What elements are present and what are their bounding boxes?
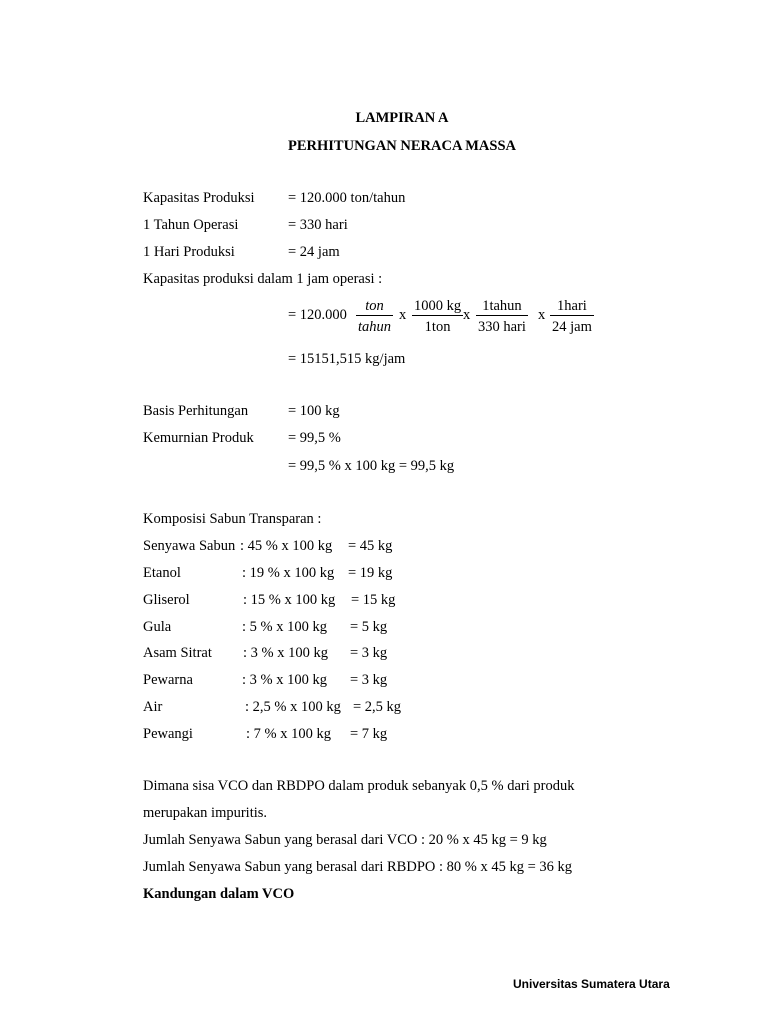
composition-row-label: Air [143, 699, 163, 715]
page-subtitle: PERHITUNGAN NERACA MASSA [288, 138, 516, 154]
composition-row-expression: : 3 % x 100 kg [243, 645, 328, 661]
page-title: LAMPIRAN A [355, 110, 449, 126]
composition-row-expression: : 3 % x 100 kg [242, 672, 327, 688]
production-day-label: 1 Hari Produksi [143, 244, 235, 260]
rbdpo-soap-amount: Jumlah Senyawa Sabun yang berasal dari RBDPO : 80 % x 45 kg = 36 kg [143, 859, 573, 875]
composition-row-label: Asam Sitrat [143, 645, 212, 661]
composition-row-result: = 15 kg [351, 592, 396, 608]
fraction-ton-per-year [356, 298, 393, 336]
composition-row-label: Etanol [143, 565, 181, 581]
operation-year-label: 1 Tahun Operasi [143, 217, 239, 233]
fraction-year-per-days [476, 298, 528, 336]
composition-row-expression: : 19 % x 100 kg [242, 565, 335, 581]
composition-row-result: = 5 kg [350, 619, 388, 635]
operation-year-value: = 330 hari [288, 217, 348, 233]
composition-row-expression: : 45 % x 100 kg [240, 538, 333, 554]
composition-row-result: = 3 kg [350, 672, 388, 688]
times-sign: x [463, 307, 471, 323]
composition-row-label: Gliserol [143, 592, 190, 608]
hourly-capacity-intro: Kapasitas produksi dalam 1 jam operasi : [143, 271, 383, 287]
vco-soap-amount: Jumlah Senyawa Sabun yang berasal dari VCO : 20 % x 45 kg = 9 kg [143, 832, 547, 848]
capacity-value: = 120.000 ton/tahun [288, 190, 406, 206]
fraction-numerator: 1tahun [482, 298, 522, 314]
hourly-capacity-result: = 15151,515 kg/jam [288, 351, 406, 367]
composition-row-label: Senyawa Sabun [143, 538, 236, 554]
composition-row-result: = 2,5 kg [353, 699, 402, 715]
composition-row-result: = 7 kg [350, 726, 388, 742]
fraction-numerator: 1000 kg [414, 298, 462, 314]
fraction-day-per-hours [550, 298, 594, 336]
composition-row-result: = 3 kg [350, 645, 388, 661]
fraction-denominator: tahun [356, 315, 393, 336]
purity-value: = 99,5 % [288, 430, 341, 446]
purity-label: Kemurnian Produk [143, 430, 254, 446]
production-day-value: = 24 jam [288, 244, 340, 260]
composition-row-result: = 19 kg [348, 565, 393, 581]
times-sign: x [399, 307, 407, 323]
composition-row-expression: : 15 % x 100 kg [243, 592, 336, 608]
basis-value: = 100 kg [288, 403, 340, 419]
composition-row-expression: : 7 % x 100 kg [246, 726, 331, 742]
impurity-note-line: merupakan impuritis. [143, 805, 268, 821]
fraction-numerator: 1hari [557, 298, 587, 314]
purity-calculation: = 99,5 % x 100 kg = 99,5 kg [288, 458, 455, 474]
times-sign: x [538, 307, 546, 323]
section-heading: Kandungan dalam VCO [143, 886, 295, 902]
fraction-denominator: 330 hari [476, 315, 528, 336]
capacity-label: Kapasitas Produksi [143, 190, 255, 206]
fraction-denominator: 1ton [412, 315, 463, 336]
basis-label: Basis Perhitungan [143, 403, 249, 419]
fraction-denominator: 24 jam [550, 315, 594, 336]
composition-row-result: = 45 kg [348, 538, 393, 554]
composition-row-expression: : 2,5 % x 100 kg [245, 699, 341, 715]
fraction-numerator: ton [365, 298, 384, 314]
composition-row-label: Pewangi [143, 726, 193, 742]
formula-prefix: = 120.000 [288, 307, 347, 323]
composition-title: Komposisi Sabun Transparan : [143, 511, 322, 527]
composition-row-label: Gula [143, 619, 172, 635]
composition-row-label: Pewarna [143, 672, 193, 688]
impurity-note-line: Dimana sisa VCO dan RBDPO dalam produk sebanyak 0,5 % dari produk [143, 778, 575, 794]
composition-row-expression: : 5 % x 100 kg [242, 619, 327, 635]
footer-university: Universitas Sumatera Utara [513, 977, 670, 991]
fraction-kg-per-ton [412, 298, 463, 336]
